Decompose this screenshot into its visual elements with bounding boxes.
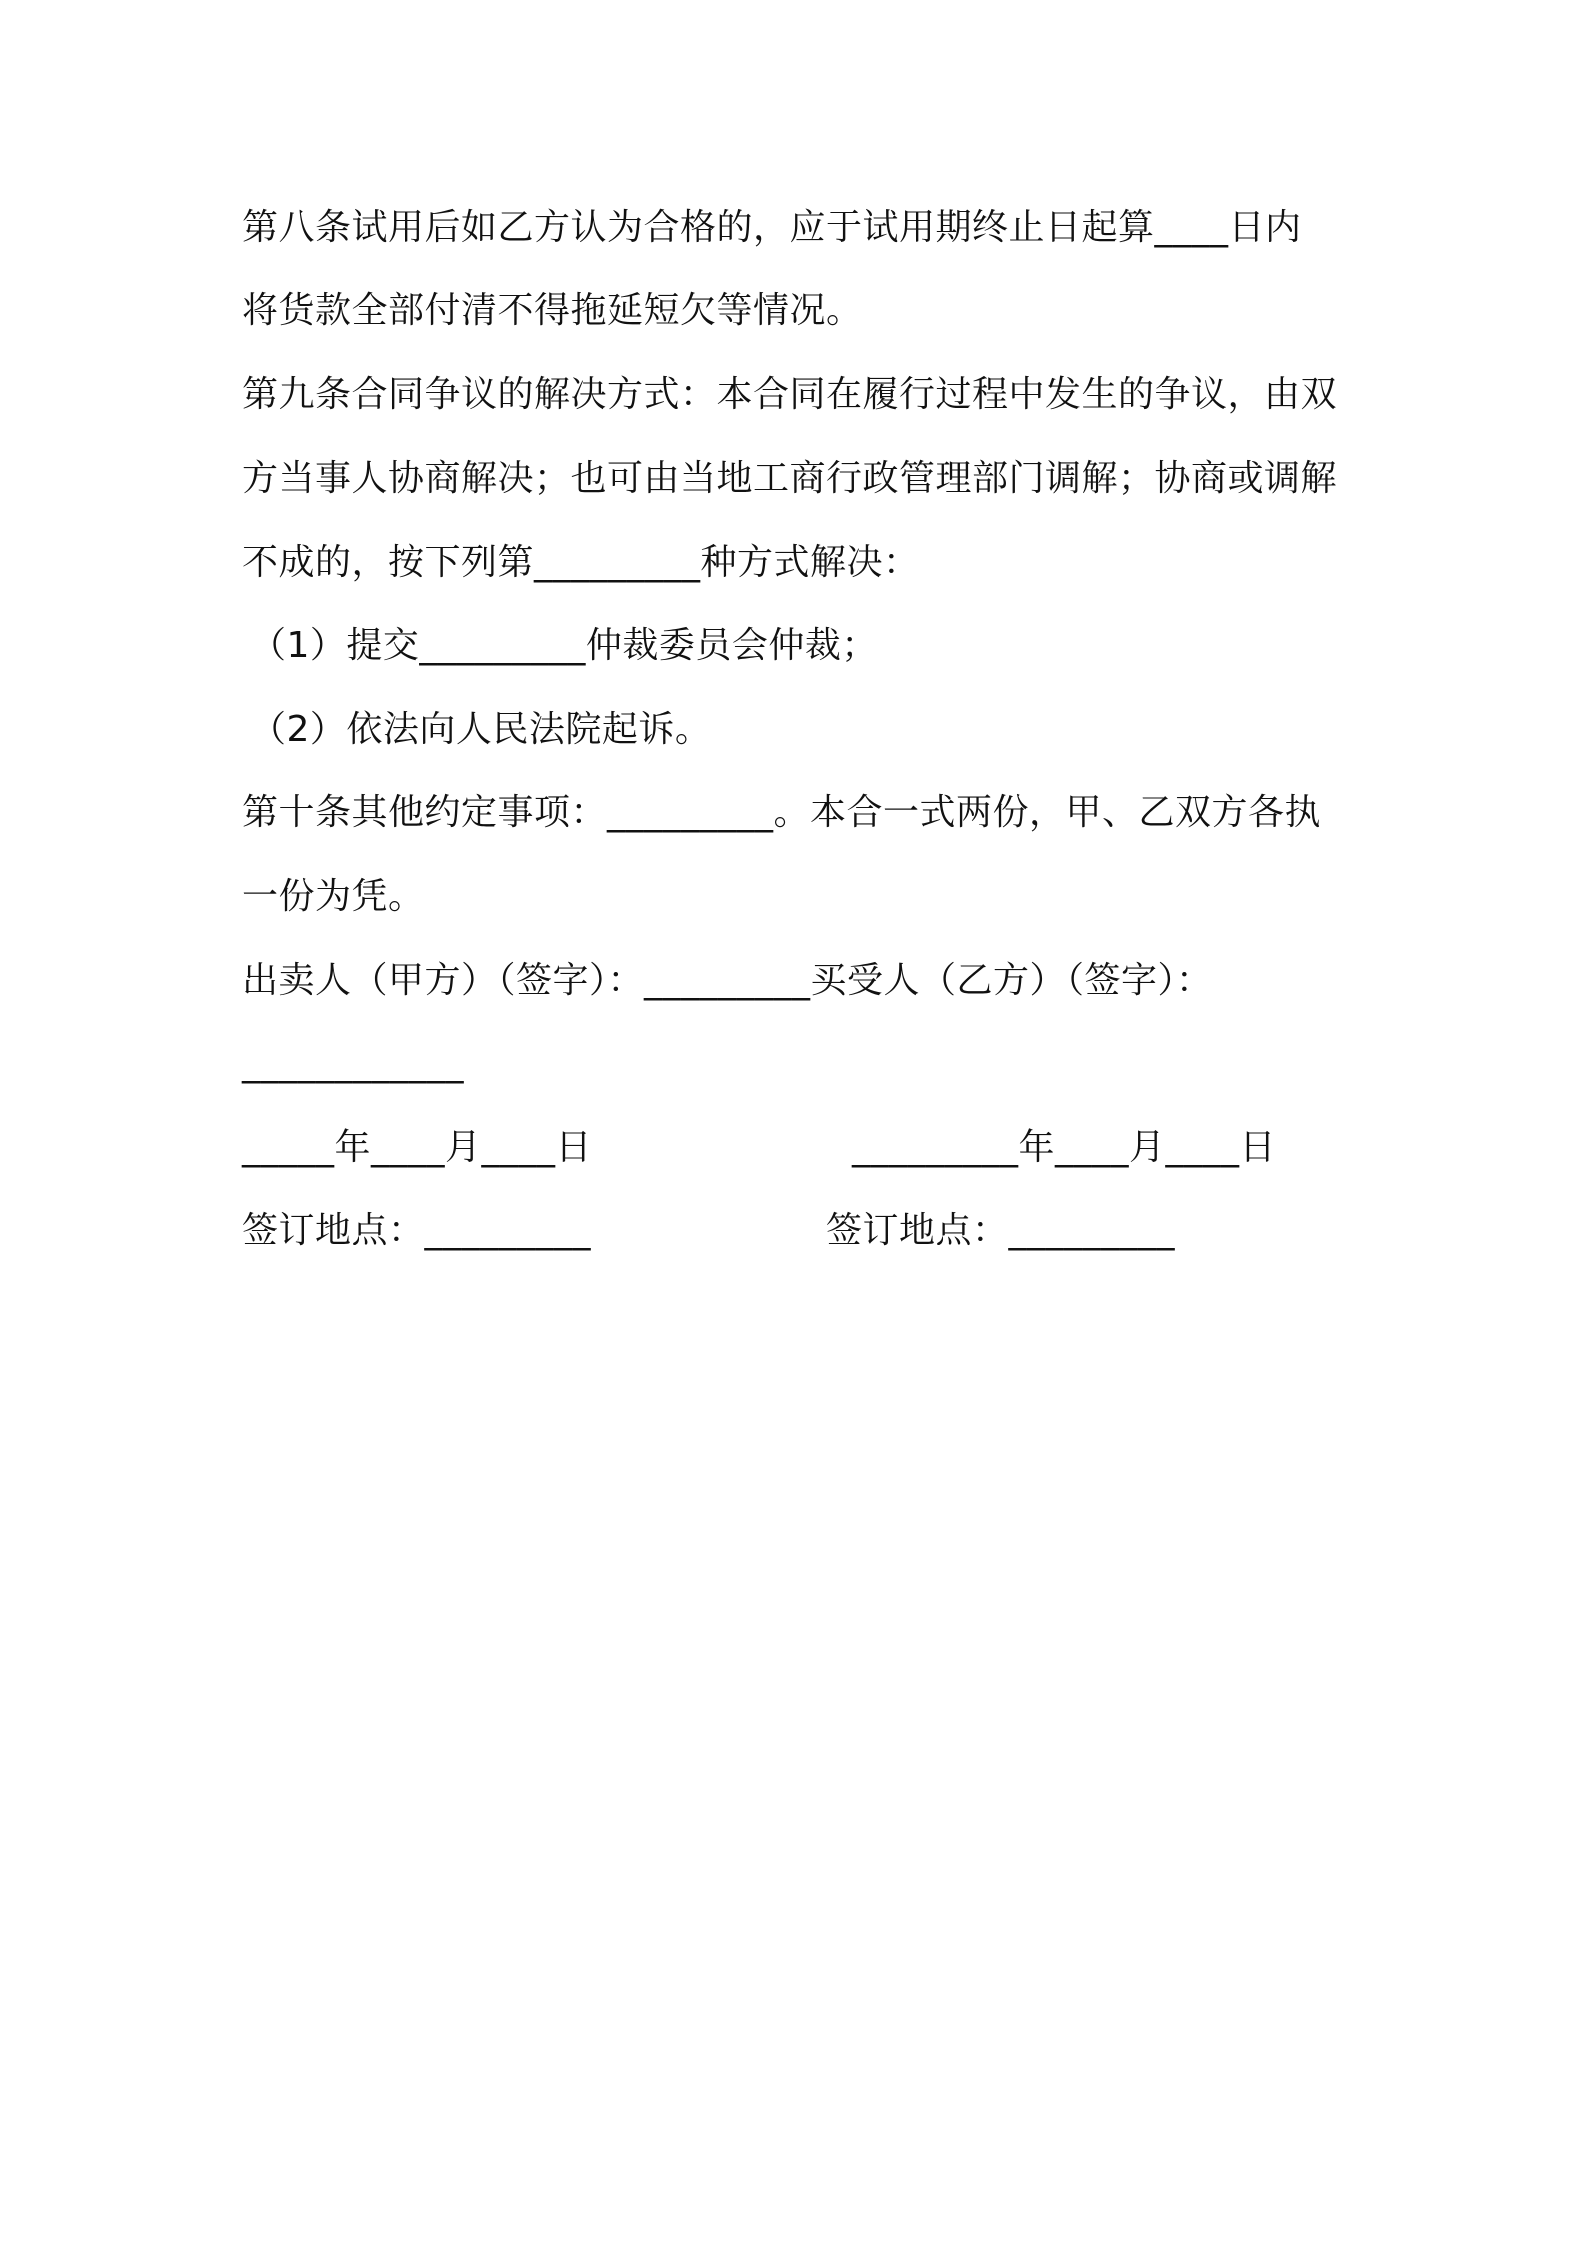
article9-line1: 第九条合同争议的解决方式：本合同在履行过程中发生的争议，由双 — [242, 374, 1338, 415]
article9-line3: 不成的，按下列第_________种方式解决： — [242, 542, 920, 583]
date-left: _____年____月____日 — [242, 1127, 593, 1168]
buyer-signature-blank: ____________ — [242, 1043, 464, 1084]
place-left: 签订地点：_________ — [242, 1210, 592, 1251]
signature-line: 出卖人（甲方）（签字）：_________买受人（乙方）（签字）： — [242, 960, 1213, 1001]
article8-line2: 将货款全部付清不得拖延短欠等情况。 — [242, 290, 863, 331]
article10-line2: 一份为凭。 — [242, 876, 425, 917]
date-right: _________年____月____日 — [852, 1127, 1276, 1168]
article9-option2: （2）依法向人民法院起诉。 — [250, 709, 712, 750]
place-right: 签订地点：_________ — [826, 1210, 1176, 1251]
article10-line1: 第十条其他约定事项：_________。本合一式两份，甲、乙双方各执 — [242, 792, 1322, 833]
article9-line2: 方当事人协商解决；也可由当地工商行政管理部门调解；协商或调解 — [242, 458, 1338, 499]
article9-option1: （1）提交_________仲裁委员会仲裁； — [250, 625, 878, 666]
article8-line1: 第八条试用后如乙方认为合格的，应于试用期终止日起算____日内 — [242, 207, 1302, 248]
